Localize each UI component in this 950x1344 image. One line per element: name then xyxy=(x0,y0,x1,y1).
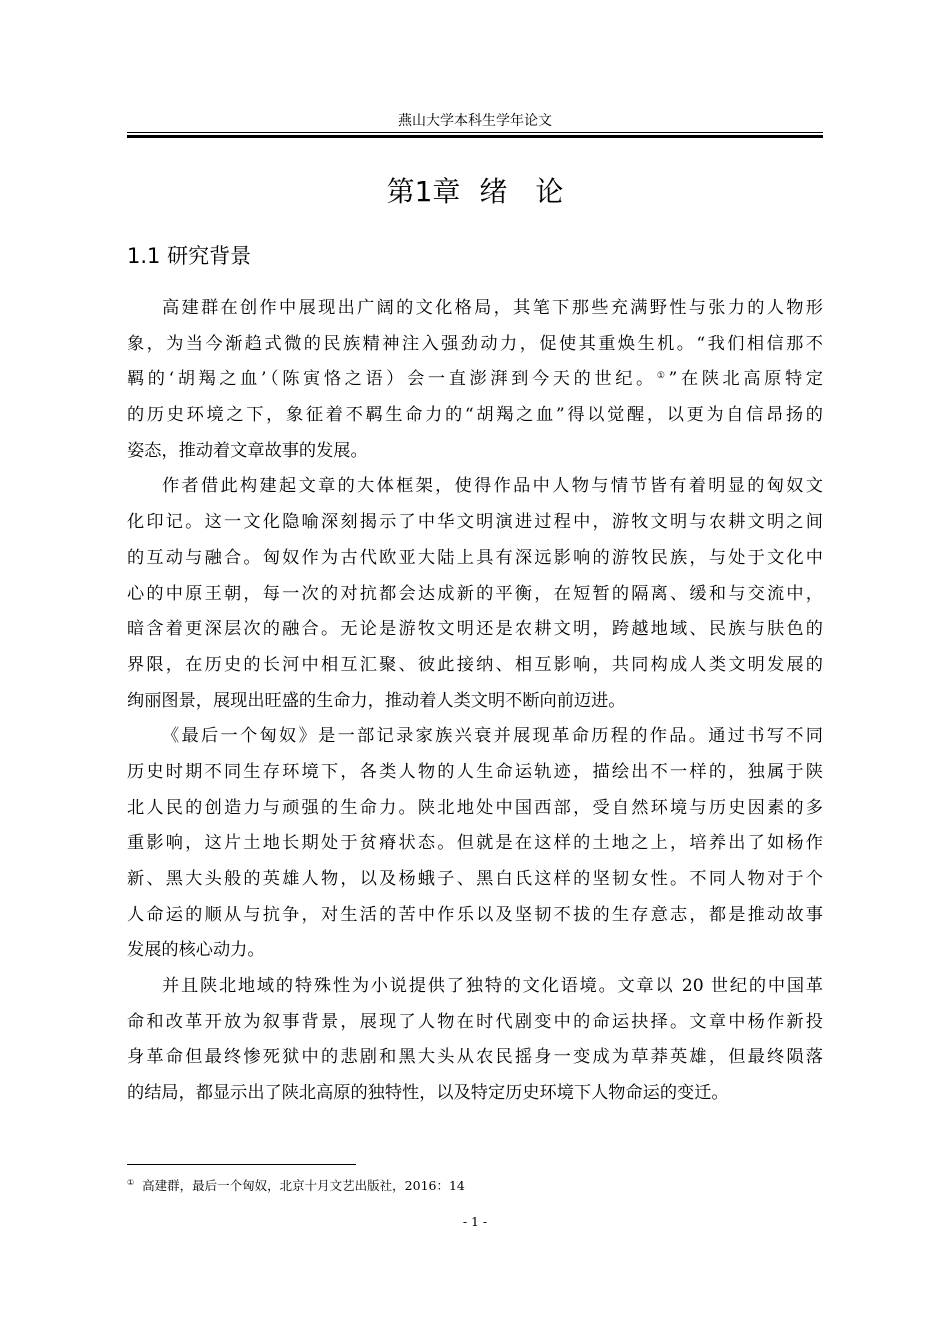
footnote-text: 高建群，最后一个匈奴，北京十月文艺出版社，2016：14 xyxy=(142,1178,465,1193)
text-line: 界限，在历史的长河中相互汇聚、彼此接纳、相互影响，共同构成人类文明发展的 xyxy=(127,654,823,675)
text-line: 的互动与融合。匈奴作为古代欧亚大陆上具有深远影响的游牧民族，与处于文化中 xyxy=(127,547,823,568)
running-header: 燕山大学本科生学年论文 xyxy=(398,113,552,129)
text-line: 的结局，都显示出了陕北高原的独特性，以及特定历史环境下人物命运的变迁。 xyxy=(127,1083,729,1104)
footnote-mark: ① xyxy=(127,1178,135,1187)
footnote-separator xyxy=(127,1164,356,1165)
text-line: 化印记。这一文化隐喻深刻揭示了中华文明演进过程中，游牧文明与农耕文明之间 xyxy=(127,512,823,533)
text-segment: 羁的‘胡羯之血’（陈寅恪之语）会一直澎湃到今天的世纪。 xyxy=(127,369,657,390)
text-line: 姿态，推动着文章故事的发展。 xyxy=(127,440,368,461)
chapter-number: 第1章 xyxy=(386,175,461,208)
header-rule-thick xyxy=(127,135,823,138)
footnote xyxy=(127,1175,465,1194)
text-line xyxy=(127,362,823,398)
paragraph-4 xyxy=(127,969,823,1112)
header-rule-thin xyxy=(127,132,823,133)
text-line: 身革命但最终惨死狱中的悲剧和黑大头从农民摇身一变成为草莽英雄，但最终陨落 xyxy=(127,1047,823,1068)
text-line: 暗含着更深层次的融合。无论是游牧文明还是农耕文明，跨越地域、民族与肤色的 xyxy=(127,619,823,640)
chapter-title xyxy=(127,172,823,212)
chapter-title-part1: 绪 xyxy=(479,175,508,208)
footnote-reference[interactable]: ① xyxy=(656,371,669,382)
paragraph-3 xyxy=(127,719,823,969)
paragraph-1 xyxy=(127,291,823,469)
text-line: 北人民的创造力与顽强的生命力。陕北地处中国西部，受自然环境与历史因素的多 xyxy=(127,797,823,818)
text-line: 发展的核心动力。 xyxy=(127,940,265,961)
text-line: 重影响，这片土地长期处于贫瘠状态。但就是在这样的土地之上，培养出了如杨作 xyxy=(127,833,823,854)
text-line: 象，为当今渐趋式微的民族精神注入强劲动力，促使其重焕生机。“我们相信那不 xyxy=(127,333,823,354)
page-number: - 1 - xyxy=(462,1214,488,1229)
text-line: 的历史环境之下，象征着不羁生命力的“胡羯之血”得以觉醒，以更为自信昂扬的 xyxy=(127,405,823,426)
text-line: 命和改革开放为叙事背景，展现了人物在时代剧变中的命运抉择。文章中杨作新投 xyxy=(127,1011,823,1032)
chapter-title-part2: 论 xyxy=(535,175,564,208)
text-line: 并且陕北地域的特殊性为小说提供了独特的文化语境。文章以 20 世纪的中国革 xyxy=(162,976,823,997)
text-line: 绚丽图景，展现出旺盛的生命力，推动着人类文明不断向前迈进。 xyxy=(127,690,626,711)
text-line: 高建群在创作中展现出广阔的文化格局，其笔下那些充满野性与张力的人物形 xyxy=(162,298,823,318)
text-line: 历史时期不同生存环境下，各类人物的人生命运轨迹，描绘出不一样的，独属于陕 xyxy=(127,761,823,782)
text-line: 《最后一个匈奴》是一部记录家族兴衰并展现革命历程的作品。通过书写不同 xyxy=(162,726,823,747)
text-line: 心的中原王朝，每一次的对抗都会达成新的平衡，在短暂的隔离、缓和与交流中， xyxy=(127,583,823,604)
text-line: 新、黑大头般的英雄人物，以及杨蛾子、黑白氏这样的坚韧女性。不同人物对于个 xyxy=(127,869,823,889)
text-line: 作者借此构建起文章的大体框架，使得作品中人物与情节皆有着明显的匈奴文 xyxy=(162,476,823,497)
paragraph-2 xyxy=(127,469,823,719)
text-segment: ”在陕北高原特定 xyxy=(668,369,823,390)
body-text xyxy=(127,291,823,1112)
section-title: 1.1 研究背景 xyxy=(127,244,252,268)
text-line: 人命运的顺从与抗争，对生活的苦中作乐以及坚韧不拔的生存意志，都是推动故事 xyxy=(127,904,823,925)
